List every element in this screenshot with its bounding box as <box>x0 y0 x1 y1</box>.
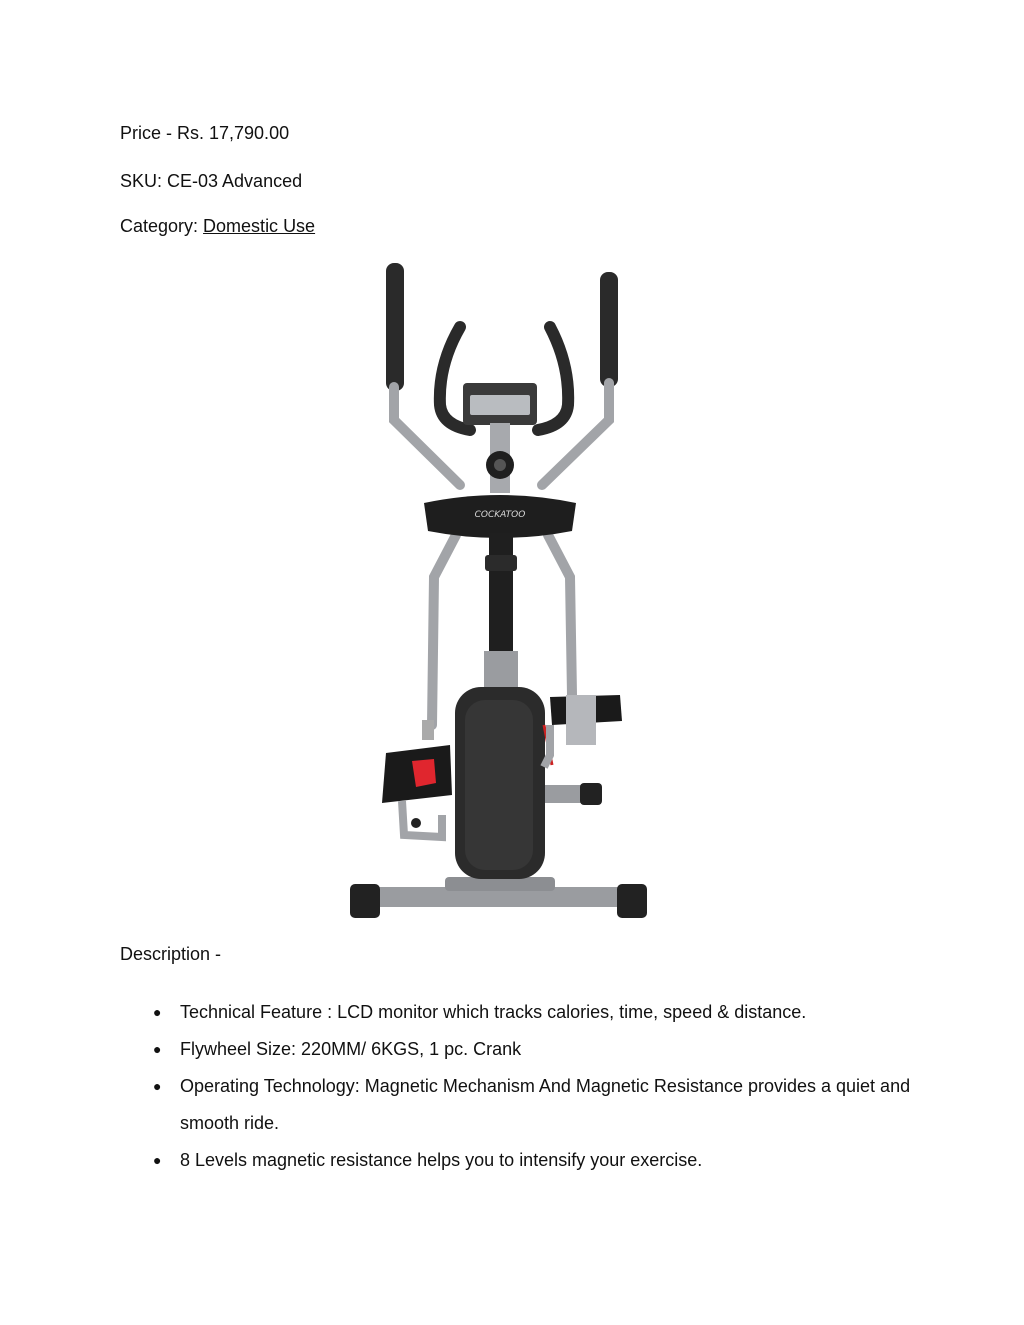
list-item <box>120 1068 920 1142</box>
description-heading: Description - <box>120 944 222 964</box>
price-text: Price - Rs. 17,790.00 <box>120 123 290 143</box>
category-link[interactable]: Domestic Use <box>203 216 316 236</box>
bullet-icon: ● <box>153 1004 162 1020</box>
category-line <box>120 215 315 237</box>
brand-label: COCKATOO <box>474 510 526 520</box>
sku-text: SKU: CE-03 Advanced <box>120 171 303 191</box>
bullet-icon: ● <box>153 1041 162 1057</box>
category-label: Category: <box>120 216 204 236</box>
feature-text: Technical Feature : LCD monitor which tracks calories, time, speed & distance. <box>180 1002 807 1022</box>
feature-text: 8 Levels magnetic resistance helps you to intensify your exercise. <box>180 1150 703 1170</box>
elliptical-trainer-illustration <box>350 263 647 918</box>
feature-text: Flywheel Size: 220MM/ 6KGS, 1 pc. Crank <box>180 1039 522 1059</box>
bullet-icon: ● <box>153 1152 162 1168</box>
feature-text: Operating Technology: Magnetic Mechanism And Magnetic Resistance provides a quiet and smooth ride. <box>180 1076 911 1133</box>
list-item <box>120 1142 920 1179</box>
feature-list <box>120 994 920 1179</box>
bullet-icon: ● <box>153 1078 162 1094</box>
list-item <box>120 1031 920 1068</box>
list-item <box>120 994 920 1031</box>
product-image <box>330 255 670 925</box>
